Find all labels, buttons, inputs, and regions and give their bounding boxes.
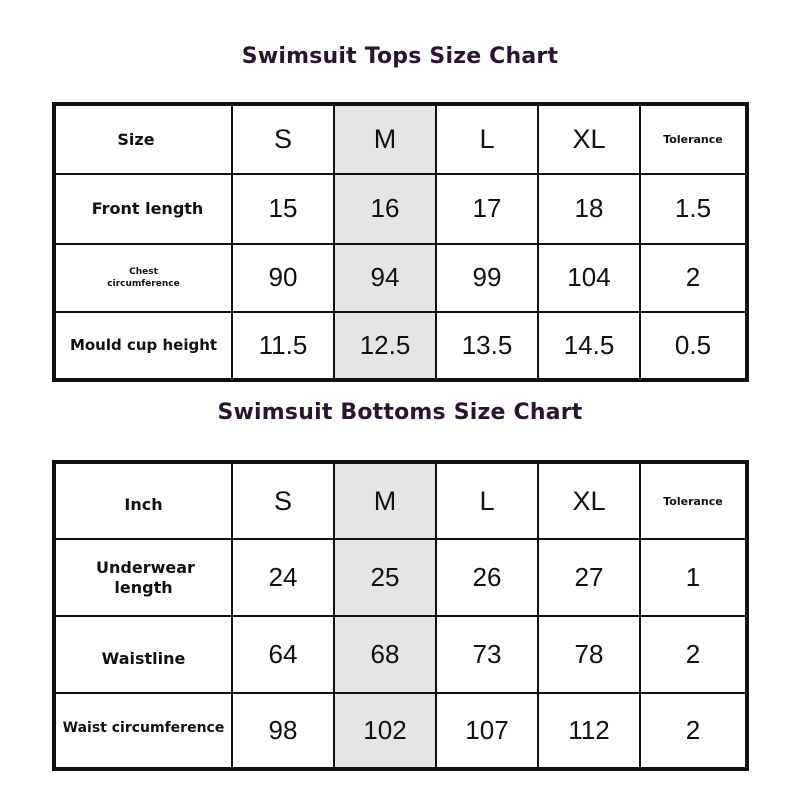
header-tolerance: Tolerance xyxy=(640,104,747,174)
cell-value: 99 xyxy=(436,244,538,312)
cell-value: 107 xyxy=(436,693,538,769)
row-label-waistline: Waistline xyxy=(54,616,232,693)
header-size-l: L xyxy=(436,462,538,539)
cell-value: 17 xyxy=(436,174,538,243)
header-label-inch: Inch xyxy=(54,462,232,539)
header-size-m: M xyxy=(334,104,436,174)
cell-tolerance: 1.5 xyxy=(640,174,747,243)
cell-value: 16 xyxy=(334,174,436,243)
cell-value: 68 xyxy=(334,616,436,693)
table-row xyxy=(54,616,747,693)
cell-value: 13.5 xyxy=(436,312,538,380)
header-tolerance: Tolerance xyxy=(640,462,747,539)
header-label-size: Size xyxy=(54,104,232,174)
row-label-front-length: Front length xyxy=(54,174,232,243)
cell-tolerance: 1 xyxy=(640,539,747,616)
cell-value: 78 xyxy=(538,616,640,693)
cell-tolerance: 0.5 xyxy=(640,312,747,380)
table-row xyxy=(54,539,747,616)
table-header-row xyxy=(54,462,747,539)
cell-value: 94 xyxy=(334,244,436,312)
cell-tolerance: 2 xyxy=(640,244,747,312)
cell-value: 25 xyxy=(334,539,436,616)
table-header-row xyxy=(54,104,747,174)
header-size-s: S xyxy=(232,104,334,174)
cell-value: 12.5 xyxy=(334,312,436,380)
header-size-xl: XL xyxy=(538,462,640,539)
cell-value: 24 xyxy=(232,539,334,616)
cell-value: 14.5 xyxy=(538,312,640,380)
header-size-m: M xyxy=(334,462,436,539)
cell-tolerance: 2 xyxy=(640,693,747,769)
header-size-l: L xyxy=(436,104,538,174)
table-row xyxy=(54,244,747,312)
table-row xyxy=(54,693,747,769)
row-label-underwear-length: Underwear length xyxy=(54,539,232,616)
row-label-waist-circumference: Waist circumference xyxy=(54,693,232,769)
cell-value: 26 xyxy=(436,539,538,616)
bottoms-size-table xyxy=(52,460,749,771)
row-label-chest-circumference: Chest circumference xyxy=(54,244,232,312)
cell-value: 15 xyxy=(232,174,334,243)
cell-tolerance: 2 xyxy=(640,616,747,693)
table-row xyxy=(54,174,747,243)
tops-chart-title: Swimsuit Tops Size Chart xyxy=(241,44,559,69)
cell-value: 102 xyxy=(334,693,436,769)
tops-size-table xyxy=(52,102,749,382)
cell-value: 11.5 xyxy=(232,312,334,380)
cell-value: 27 xyxy=(538,539,640,616)
cell-value: 104 xyxy=(538,244,640,312)
cell-value: 90 xyxy=(232,244,334,312)
cell-value: 64 xyxy=(232,616,334,693)
header-size-xl: XL xyxy=(538,104,640,174)
cell-value: 73 xyxy=(436,616,538,693)
bottoms-chart-title: Swimsuit Bottoms Size Chart xyxy=(217,400,583,425)
cell-value: 98 xyxy=(232,693,334,769)
header-size-s: S xyxy=(232,462,334,539)
cell-value: 112 xyxy=(538,693,640,769)
row-label-mould-cup-height: Mould cup height xyxy=(54,312,232,380)
cell-value: 18 xyxy=(538,174,640,243)
table-row xyxy=(54,312,747,380)
